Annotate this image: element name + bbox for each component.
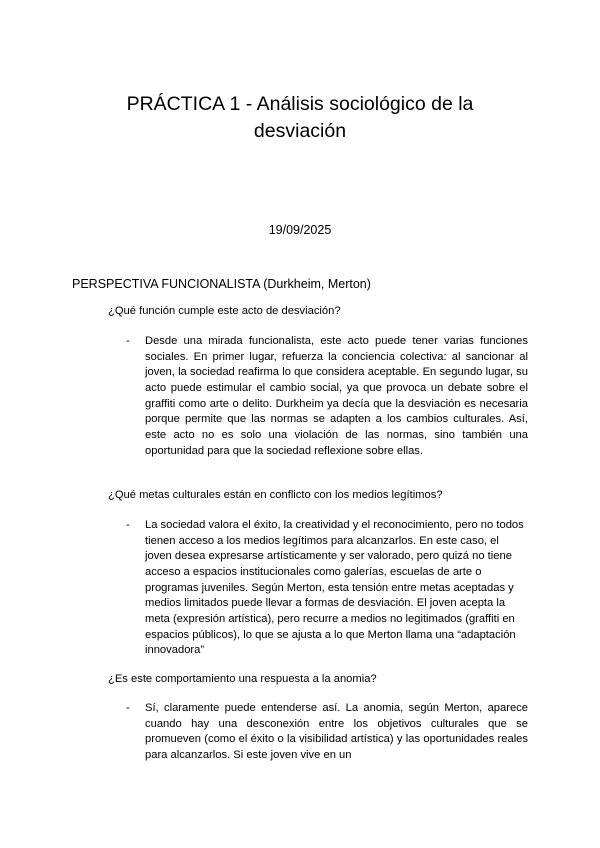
answer-1-text: Desde una mirada funcionalista, este acto puede tener varias funciones sociales. En primer lugar, refuerza la conciencia colectiva: al sancionar al joven, la sociedad reafirma lo que considera aceptable. En segundo lugar, su acto puede estimular el cambio social, ya que provoca un debate sobre el graffiti como arte o delito. Durkheim ya decía que la desviación es necesaria porque permite que las normas se adapten a los cambios culturales. Así, este acto no es solo una violación de las normas, sino también una oportunidad para que la sociedad reflexione sobre ellas. xyxy=(145,335,528,457)
bullet-dash: - xyxy=(126,335,130,347)
question-1: ¿Qué función cumple este acto de desviación? xyxy=(108,305,341,317)
answer-2 xyxy=(126,518,528,659)
document-title: PRÁCTICA 1 - Análisis sociológico de la desviación xyxy=(126,93,474,142)
answer-1 xyxy=(126,334,528,459)
question-3: ¿Es este comportamiento una respuesta a la anomia? xyxy=(108,673,377,685)
bullet-dash: - xyxy=(126,519,130,531)
answer-3 xyxy=(126,701,528,763)
answer-2-text: La sociedad valora el éxito, la creatividad y el reconocimiento, pero no todos tienen acceso a los medios legítimos para alcanzarlos. En este caso, el joven desea expresarse artísticamente y ser valorado, pero quizá no tiene acceso a espacios institucionales como galerías, escuelas de arte o programas juveniles. Según Merton, esta tensión entre metas aceptadas y medios limitados puede llevar a formas de desviación. El joven acepta la meta (expresión artística), pero recurre a medios no legitimados (graffiti en espacios públicos), lo que se ajusta a lo que Merton llama una “adaptación innovadora” xyxy=(145,519,524,657)
answer-3-text: Sí, claramente puede entenderse así. La anomia, según Merton, aparece cuando hay una desconexión entre los objetivos culturales que se promueven (como el éxito o la visibilidad artística) y las oportunidades reales para alcanzarlos. Si este joven vive en un xyxy=(145,702,528,761)
section-heading: PERSPECTIVA FUNCIONALISTA (Durkheim, Merton) xyxy=(72,277,371,291)
document-date: 19/09/2025 xyxy=(268,223,332,237)
bullet-dash: - xyxy=(126,702,130,714)
question-2: ¿Qué metas culturales están en conflicto con los medios legítimos? xyxy=(108,489,443,501)
